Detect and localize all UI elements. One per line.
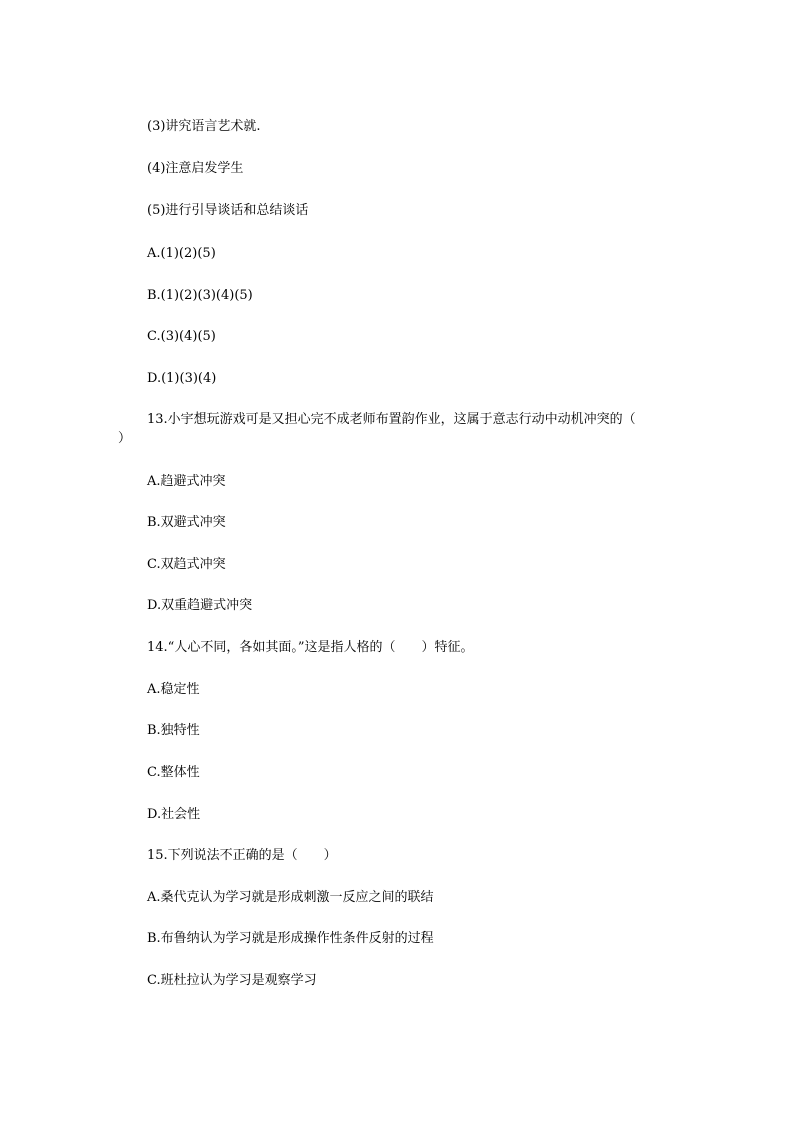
question-13-option-a: A.趋避式冲突 (147, 474, 226, 489)
answer-option-c: C.(3)(4)(5) (147, 329, 216, 344)
answer-option-b: B.(1)(2)(3)(4)(5) (147, 288, 253, 303)
question-14-option-c: C.整体性 (147, 765, 200, 780)
option-line-3: (3)讲究语言艺术就. (147, 119, 261, 134)
answer-option-d: D.(1)(3)(4) (147, 371, 217, 386)
question-14-stem: 14.“人心不同，各如其面。”这是指人格的（ ）特征。 (147, 640, 474, 655)
option-line-5: (5)进行引导谈话和总结谈话 (147, 203, 309, 218)
question-15-stem: 15.下列说法不正确的是（ ） (147, 848, 337, 863)
option-line-4: (4)注意启发学生 (147, 161, 244, 176)
question-15-option-a: A.桑代克认为学习就是形成刺激一反应之间的联结 (147, 890, 434, 905)
question-13-option-b: B.双避式冲突 (147, 515, 226, 530)
question-15-option-c: C.班杜拉认为学习是观察学习 (147, 973, 317, 988)
question-13-option-d: D.双重趋避式冲突 (147, 598, 253, 613)
question-14-option-b: B.独特性 (147, 723, 200, 738)
question-15-option-b: B.布鲁纳认为学习就是形成操作性条件反射的过程 (147, 931, 434, 946)
question-14-option-d: D.社会性 (147, 807, 201, 822)
question-13-stem-end: ） (118, 431, 132, 446)
answer-option-a: A.(1)(2)(5) (147, 246, 216, 261)
question-13-option-c: C.双趋式冲突 (147, 557, 226, 572)
question-13-stem: 13.小宇想玩游戏可是又担心完不成老师布置韵作业，这属于意志行动中动机冲突的（ (147, 412, 636, 427)
question-14-option-a: A.稳定性 (147, 682, 200, 697)
